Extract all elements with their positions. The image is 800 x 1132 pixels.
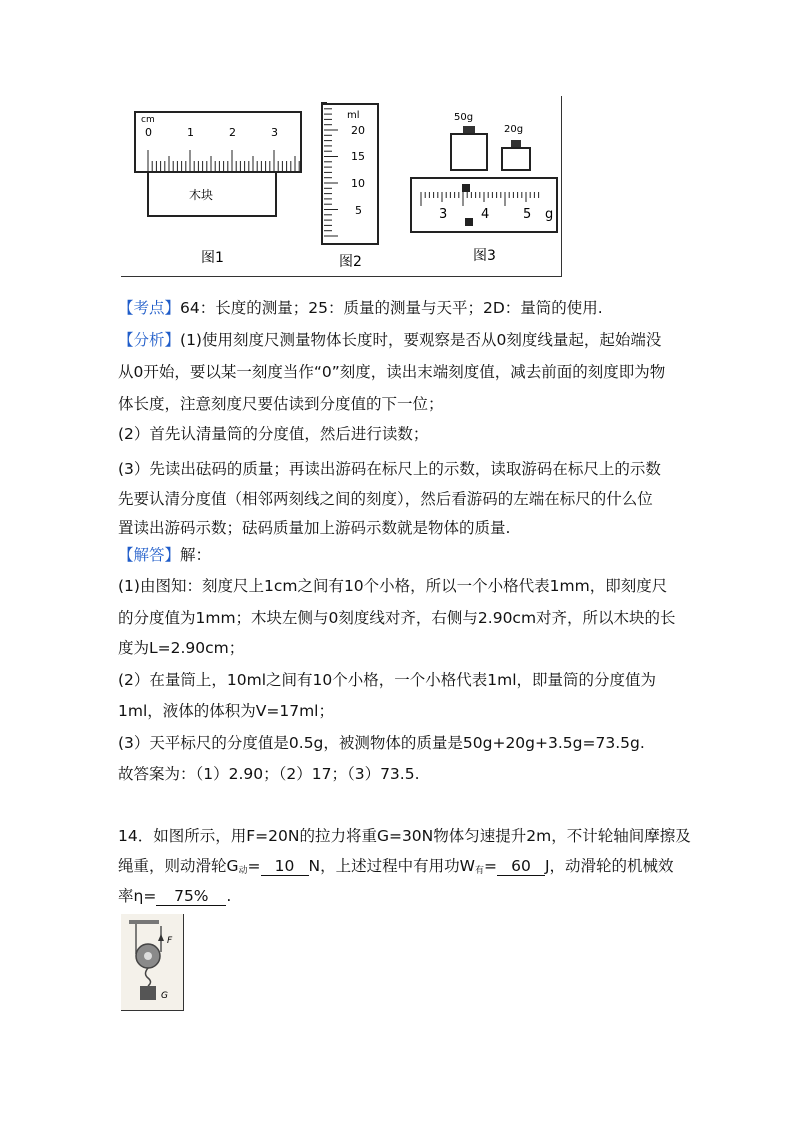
q14-text: = bbox=[247, 857, 261, 875]
q14-text: J，动滑轮的机械效 bbox=[544, 857, 674, 875]
cylinder-tick-label: 10 bbox=[351, 177, 365, 190]
weight-label: G bbox=[161, 991, 168, 1001]
fenxi-text: (3）先读出砝码的质量；再读出游码在标尺上的示数，读取游码在标尺上的示数 bbox=[118, 460, 661, 478]
measurement-figure bbox=[121, 96, 562, 277]
caption-1: 图1 bbox=[201, 250, 224, 266]
q14-line-3 bbox=[118, 886, 231, 906]
cylinder-tick-label: 5 bbox=[355, 204, 362, 217]
cylinder-unit: ml bbox=[347, 110, 360, 121]
jieda-tag: 【解答】 bbox=[118, 546, 181, 564]
rider bbox=[462, 184, 470, 192]
jieda-head: 解： bbox=[180, 546, 212, 564]
caption-2: 图2 bbox=[339, 254, 362, 270]
jieda-text: (2）在量筒上，10ml之间有10个小格，一个小格代表1ml，即量筒的分度值为 bbox=[118, 671, 657, 689]
ruler bbox=[135, 112, 301, 172]
fenxi-text: (2）首先认清量筒的分度值，然后进行读数； bbox=[118, 425, 429, 443]
jieda-text: 度为L=2.90cm； bbox=[118, 639, 245, 657]
jieda-text: 故答案为：（1）2.90；（2）17；（3）73.5. bbox=[118, 765, 420, 783]
q14-line-2 bbox=[118, 856, 674, 881]
jieda-text: (3）天平标尺的分度值是0.5g，被测物体的质量是50g+20g+3.5g=73.5g. bbox=[118, 734, 645, 752]
kaodian-text: 64：长度的测量；25：质量的测量与天平；2D：量筒的使用. bbox=[180, 299, 603, 317]
fenxi-line bbox=[118, 330, 661, 350]
q14-text: 绳重，则动滑轮G bbox=[118, 857, 239, 875]
ruler-tick-label: 0 bbox=[145, 126, 152, 139]
jieda-text: (1)由图知：刻度尺上1cm之间有10个小格，所以一个小格代表1mm，即刻度尺 bbox=[118, 577, 668, 595]
fenxi-tag: 【分析】 bbox=[118, 331, 181, 349]
answer-blank-2: 60 bbox=[497, 857, 545, 876]
weight-20g bbox=[502, 148, 530, 170]
fenxi-text: 先要认清分度值（相邻两刻线之间的刻度），然后看游码的左端在标尺的什么位 bbox=[118, 490, 653, 508]
ruler-unit: cm bbox=[141, 115, 155, 125]
answer-blank-1: 10 bbox=[261, 857, 309, 876]
fenxi-text: 从0开始，要以某一刻度当作“0”刻度，读出末端刻度值，减去前面的刻度即为物 bbox=[118, 363, 666, 381]
jieda-line bbox=[118, 545, 211, 565]
cylinder-tick-label: 15 bbox=[351, 150, 365, 163]
weight-block bbox=[140, 986, 156, 1000]
caption-3: 图3 bbox=[473, 248, 496, 264]
block-label: 木块 bbox=[189, 188, 214, 202]
ruler-tick-label: 3 bbox=[271, 126, 278, 139]
kaodian-line bbox=[118, 298, 603, 318]
q14-text: . bbox=[226, 887, 232, 905]
cylinder-tick-label: 20 bbox=[351, 124, 365, 137]
ruler-tick-label: 1 bbox=[187, 126, 194, 139]
answer-blank-3: 75% bbox=[156, 887, 226, 906]
scale-tick-label: 3 bbox=[439, 207, 448, 222]
fenxi-text: 置读出游码示数；砝码质量加上游码示数就是物体的质量. bbox=[118, 519, 511, 537]
weight-50g-label: 50g bbox=[454, 112, 474, 123]
beam-scale bbox=[411, 178, 557, 232]
q14-text: = bbox=[483, 857, 497, 875]
fenxi-text: (1)使用刻度尺测量物体长度时，要观察是否从0刻度线量起，起始端没 bbox=[180, 331, 662, 349]
scale-tick-label: 5 bbox=[523, 207, 532, 222]
q14-line-1: 14．如图所示，用F=20N的拉力将重G=30N物体匀速提升2m，不计轮轴间摩擦及 bbox=[118, 827, 691, 845]
fenxi-text: 体长度，注意刻度尺要估读到分度值的下一位； bbox=[118, 395, 444, 413]
jieda-text: 1ml，液体的体积为V=17ml； bbox=[118, 702, 334, 720]
subscript: 动 bbox=[238, 866, 248, 876]
scale-tick-label: g bbox=[545, 207, 554, 222]
scale-tick-label: 4 bbox=[481, 207, 490, 222]
kaodian-tag: 【考点】 bbox=[118, 299, 181, 317]
q14-text: 率η= bbox=[118, 887, 157, 905]
weight-20g-label: 20g bbox=[504, 124, 524, 135]
force-label: F bbox=[167, 936, 173, 946]
subscript: 有 bbox=[474, 866, 484, 876]
q14-text: N，上述过程中有用功W bbox=[308, 857, 475, 875]
pulley-figure bbox=[121, 914, 184, 1011]
ruler-tick-label: 2 bbox=[229, 126, 236, 139]
weight-50g bbox=[451, 134, 487, 170]
jieda-text: 的分度值为1mm；木块左侧与0刻度线对齐，右侧与2.90cm对齐，所以木块的长 bbox=[118, 609, 676, 627]
